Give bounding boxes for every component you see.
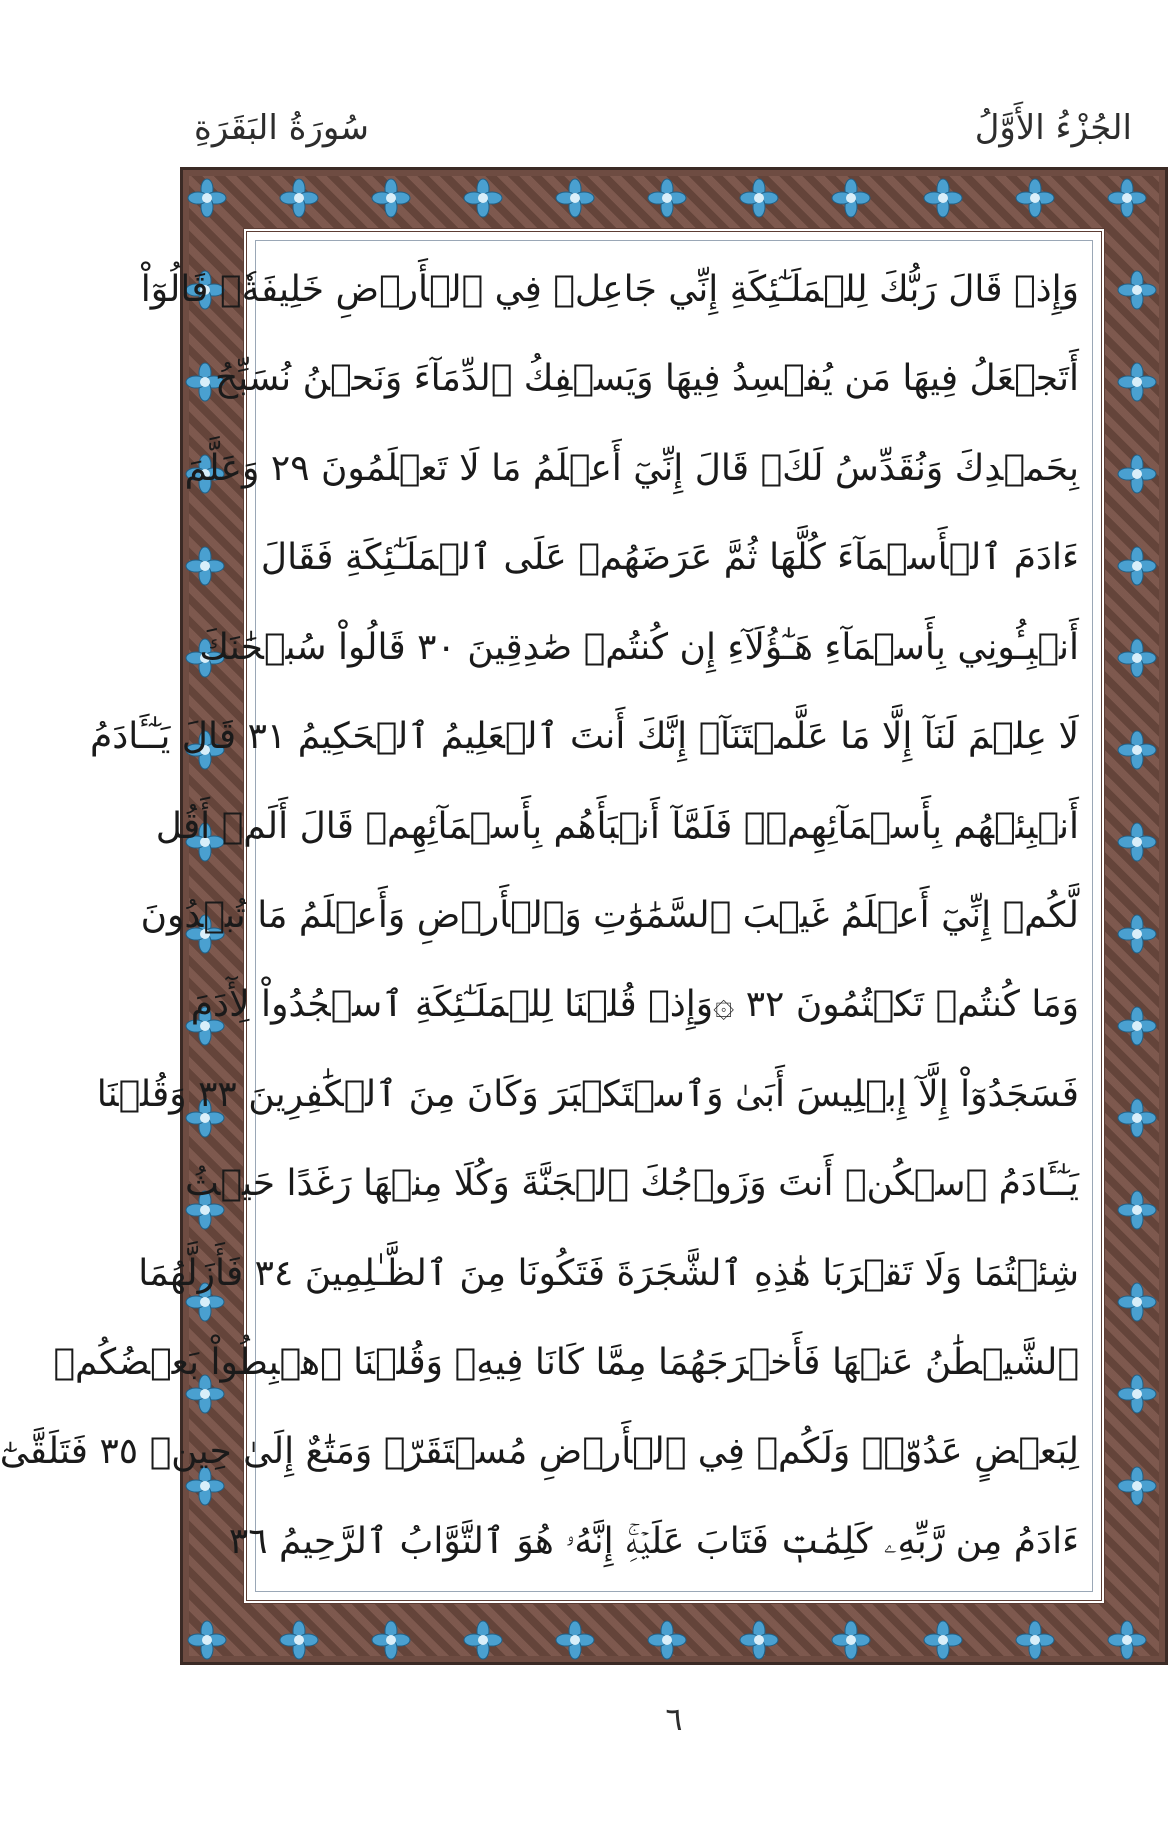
juz-title: الجُزْءُ الأَوَّلُ — [974, 108, 1132, 148]
frame-flower-icon — [1118, 1007, 1156, 1045]
frame-flower-icon — [648, 179, 686, 217]
verse-line-8: لَّكُمۡ إِنِّيٓ أَعۡلَمُ غَيۡبَ ٱلسَّمَٰوَٰتِ وَٱلۡأَرۡضِ وَأَعۡلَمُ مَا تُبۡدُونَ — [140, 894, 1079, 936]
frame-flower-icon — [648, 1621, 686, 1659]
frame-flower-icon — [832, 179, 870, 217]
frame-flower-icon — [1108, 1621, 1146, 1659]
frame-flower-icon — [1016, 179, 1054, 217]
verse-line-6: لَا عِلۡمَ لَنَآ إِلَّا مَا عَلَّمۡتَنَآۖ إِنَّكَ أَنتَ ٱلۡعَلِيمُ ٱلۡحَكِيمُ ٣١ قَالَ يَـٰٓـَٔادَمُ — [89, 716, 1079, 758]
frame-flower-icon — [1118, 1375, 1156, 1413]
frame-flower-icon — [372, 1621, 410, 1659]
page-header — [174, 0, 1174, 170]
verse-line-2: أَتَجۡعَلُ فِيهَا مَن يُفۡسِدُ فِيهَا وَيَسۡفِكُ ٱلدِّمَآءَ وَنَحۡنُ نُسَبِّحُ — [214, 358, 1079, 400]
verse-line-11: يَـٰٓـَٔادَمُ ٱسۡكُنۡ أَنتَ وَزَوۡجُكَ ٱلۡجَنَّةَ وَكُلَا مِنۡهَا رَغَدًا حَيۡثُ — [184, 1163, 1079, 1205]
frame-flower-icon — [464, 179, 502, 217]
verse-line-1: وَإِذۡ قَالَ رَبُّكَ لِلۡمَلَـٰٓئِكَةِ إِنِّي جَاعِلٞ فِي ٱلۡأَرۡضِ خَلِيفَةٗۖ قَالُوٓاْ — [140, 269, 1079, 310]
frame-flower-icon — [832, 1621, 870, 1659]
frame-flower-icon — [1118, 455, 1156, 493]
verse-lines — [0, 250, 1079, 1582]
ornamental-frame — [0, 167, 1168, 1665]
frame-flower-icon — [280, 1621, 318, 1659]
verse-line-7: أَنۢبِئۡهُم بِأَسۡمَآئِهِمۡۖ فَلَمَّآ أَنۢبَأَهُم بِأَسۡمَآئِهِمۡ قَالَ أَلَمۡ أَقُل — [155, 805, 1079, 847]
frame-flower-icon — [1118, 731, 1156, 769]
frame-flower-icon — [1118, 547, 1156, 585]
frame-flower-icon — [924, 179, 962, 217]
frame-flower-icon — [740, 1621, 778, 1659]
frame-flower-icon — [1016, 1621, 1054, 1659]
frame-flower-icon — [1118, 1099, 1156, 1137]
frame-flower-icon — [1118, 271, 1156, 309]
surah-title: سُورَةُ البَقَرَةِ — [194, 108, 369, 148]
frame-flower-icon — [740, 179, 778, 217]
frame-flower-icon — [556, 1621, 594, 1659]
verse-line-12: شِئۡتُمَا وَلَا تَقۡرَبَا هَٰذِهِ ٱلشَّجَرَةَ فَتَكُونَا مِنَ ٱلظَّـٰلِمِينَ ٣٤ فَأَزَلَّهُمَا — [138, 1252, 1079, 1294]
frame-flower-icon — [1118, 1467, 1156, 1505]
verse-line-15: ءَادَمُ مِن رَّبِّهِۦ كَلِمَٰتٖ فَتَابَ عَلَيۡهِۚ إِنَّهُۥ هُوَ ٱلتَّوَّابُ ٱلرَّحِيمُ ٣٦ — [228, 1520, 1079, 1562]
text-panel — [0, 228, 1105, 1604]
frame-flower-icon — [1118, 1283, 1156, 1321]
verse-line-13: ٱلشَّيۡطَٰنُ عَنۡهَا فَأَخۡرَجَهُمَا مِمَّا كَانَا فِيهِۖ وَقُلۡنَا ٱهۡبِطُواْ بَعۡضُكُمۡ — [53, 1342, 1079, 1384]
frame-flower-icon — [924, 1621, 962, 1659]
frame-flower-icon — [1118, 639, 1156, 677]
frame-flower-icon — [1118, 1191, 1156, 1229]
frame-flower-icon — [280, 179, 318, 217]
page-number: ٦ — [665, 1700, 683, 1738]
verse-line-4: ءَادَمَ ٱلۡأَسۡمَآءَ كُلَّهَا ثُمَّ عَرَضَهُمۡ عَلَى ٱلۡمَلَـٰٓئِكَةِ فَقَالَ — [260, 537, 1079, 579]
frame-flower-icon — [186, 547, 224, 585]
frame-flower-icon — [556, 179, 594, 217]
frame-flower-icon — [1118, 363, 1156, 401]
verse-line-5: أَنۢبِـُٔونِي بِأَسۡمَآءِ هَـٰٓؤُلَآءِ إِن كُنتُمۡ صَٰدِقِينَ ٣٠ قَالُواْ سُبۡحَٰنَكَ — [199, 626, 1079, 668]
frame-flower-icon — [372, 179, 410, 217]
frame-flower-icon — [1118, 823, 1156, 861]
frame-flower-icon — [464, 1621, 502, 1659]
verse-line-14: لِبَعۡضٍ عَدُوّٞۖ وَلَكُمۡ فِي ٱلۡأَرۡضِ مُسۡتَقَرّٞ وَمَتَٰعٌ إِلَىٰ حِينٖ ٣٥ فَتَلَقَّىٰٓ — [0, 1431, 1079, 1473]
verse-line-9: وَمَا كُنتُمۡ تَكۡتُمُونَ ٣٢ ۞وَإِذۡ قُلۡنَا لِلۡمَلَـٰٓئِكَةِ ٱسۡجُدُواْ لِأٓدَمَ — [190, 984, 1079, 1026]
verse-line-3: بِحَمۡدِكَ وَنُقَدِّسُ لَكَۖ قَالَ إِنِّيٓ أَعۡلَمُ مَا لَا تَعۡلَمُونَ ٢٩ وَعَلَّمَ — [184, 447, 1079, 489]
frame-flower-icon — [1118, 915, 1156, 953]
frame-flower-icon — [1108, 179, 1146, 217]
frame-flower-icon — [188, 179, 226, 217]
verse-line-10: فَسَجَدُوٓاْ إِلَّآ إِبۡلِيسَ أَبَىٰ وَٱسۡتَكۡبَرَ وَكَانَ مِنَ ٱلۡكَٰفِرِينَ ٣٣ وَقُلۡنَا — [96, 1073, 1079, 1115]
frame-flower-icon — [188, 1621, 226, 1659]
